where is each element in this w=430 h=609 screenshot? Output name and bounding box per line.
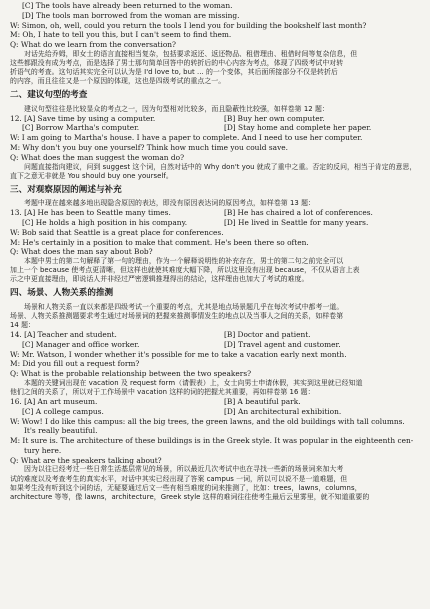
q13-dialog-w: W: Bob said that Seattle is a great place for conferences.: [10, 227, 224, 237]
q14-analysis-line-1: 本题的关键词出现在 vacation 及 request form（请假表）上，女士向男士申请休假，其实到这里就已经知道: [24, 378, 363, 387]
q12-options-row-1: [10, 114, 422, 124]
q13-analysis-line-1: 本题中男士的第二句解释了第一句的理由，作为一个解释说明性的补充存在，男士的第二句之前完全可以: [24, 257, 344, 266]
q16-option-a: 16. [A] An art museum.: [10, 397, 98, 407]
section-3-intro: 考题中现在越来越多地出现隐含原因的表达，即没有原因表达词的原因考点，如样卷第 13 题：: [24, 199, 315, 208]
analysis-top-line-2: 这些都跟没有成为考点，而是选择了男士那句简单回答中的转折后的中心内容为考点，体现了四级考试中对转: [10, 58, 344, 67]
q12-dialog-w: W: I am going to Martha's house. I have a paper to complete. And I need to use her computer.: [10, 133, 363, 143]
q14-options-row-1: [10, 330, 422, 340]
q16-dialog-m-line-2: tury here.: [24, 445, 62, 455]
section-4-intro-line-2: 场景、人物关系推测题要求考生通过对场景词的把握来推测事情发生的地点以及当事人之间的关系，如样卷第: [10, 311, 344, 320]
q16-question: Q: What are the speakers talking about?: [10, 455, 162, 465]
dialog-m-top: M: Oh, I hate to tell you this, but I can't seem to find them.: [10, 30, 232, 40]
q13-dialog-m: M: He's certainly in a position to make that comment. He's been there so often.: [10, 237, 309, 247]
q14-option-b: [B] Doctor and patient.: [224, 330, 311, 340]
q16-option-c: [C] A college campus.: [22, 406, 104, 416]
option-c-top: [C] The tools have already been returned to the woman.: [22, 1, 233, 10]
analysis-top-line-3: 折语气的考查。这句话其实完全可以认为是 I'd love to, but ... 的一个变体，其后面所接部分不仅是转折后: [10, 68, 338, 77]
q13-option-b: [B] He has chaired a lot of conferences.: [224, 208, 373, 218]
q12-option-c: [C] Borrow Martha's computer.: [22, 123, 140, 133]
q12-analysis: 问题直接指向建议，问到 suggest 这个词，自然对话中的 Why don't you 就成了重中之重。否定的反问，相当于肯定的意思，直下之意无非就是 You should buy one yourself。: [10, 162, 417, 180]
q12-option-d: [D] Stay home and complete her paper.: [224, 123, 372, 133]
q12-option-b: [B] Buy her own computer.: [224, 113, 325, 123]
q12-option-a: 12. [A] Save time by using a computer.: [10, 113, 156, 123]
q14-option-d: [D] Travel agent and customer.: [224, 339, 341, 349]
q16-dialog-w-line-2: It's really beautiful.: [24, 426, 98, 436]
q16-options-row-1: [10, 397, 422, 407]
q13-option-c: [C] He holds a high position in his company.: [22, 217, 188, 227]
q16-dialog-w-line-1: W: Wow! I do like this campus: all the big trees, the green lawns, and the old buildings with tall columns.: [10, 416, 405, 426]
q14-options-row-2: [10, 340, 422, 350]
section-heading-4: 四、场景、人物关系的推测: [10, 288, 114, 299]
q16-dialog-m-line-1: M: It sure is. The architecture of these buildings is in the Greek style. It was popular in the eighteenth cen-: [10, 436, 414, 446]
q16-option-b: [B] A beautiful park.: [224, 397, 301, 407]
q14-option-c: [C] Manager and office worker.: [22, 339, 140, 349]
q13-analysis-line-2: 加上一个 because 使考点更清晰，但这样也就使其难度大幅下降，所以这里没有出现 because，不仅从语言上表: [10, 266, 360, 275]
q16-analysis-line-3: 如果考生没有听到这个词的话，无疑要通过后文一些有相当难度的词来推测了，比如：trees，lawns，columns，: [10, 483, 362, 492]
q13-options-row-1: [10, 208, 422, 218]
analysis-top-line-4: 的内容，而且往往又是一个原因的体现，这也是四级考试的重点之一。: [10, 77, 226, 86]
q13-question: Q: What does the man say about Bob?: [10, 247, 153, 257]
option-d-top: [D] The tools man borrowed from the woman are missing.: [22, 10, 240, 20]
q13-option-a: 13. [A] He has been to Seattle many times.: [10, 208, 171, 218]
q14-dialog-w: W: Mr. Watson, I wonder whether it's possible for me to take a vacation early next month.: [10, 349, 347, 359]
q13-analysis-line-3: 示之中更直接理由，即说话人并非经过严密逻辑推理得出的结论，这样理由也加大了考试的难度。: [10, 275, 309, 284]
q16-options-row-2: [10, 407, 422, 417]
section-2-intro: 建议句型往往是比较显众的考点之一，因为句型相对比较多，而且隐蔽性比较强，如样卷第 12 题：: [24, 104, 329, 113]
q12-question: Q: What does the man suggest the woman do?: [10, 152, 185, 162]
analysis-top-line-1: 对话先给乔姆，即女士的语言直接相当复杂，包括要求返还、返还物品、租借理由、租借时间等复杂信息，但: [24, 49, 358, 58]
dialog-w-top: W: Simon, oh, well, could you return the tools I lend you for building the bookshelf last month?: [10, 20, 367, 30]
q16-analysis-line-1: 因为以往已经考过一些日常生活基层常见的场景，所以最近几次考试中也在寻找一些新的场景词来加大考: [24, 465, 344, 474]
question-top: Q: What do we learn from the conversation?: [10, 40, 177, 50]
q16-analysis-line-4: architecture 等等，像 lawns，architecture，Greek style 这样的难词往往使考生最后云里雾里，就不知道重要的: [10, 492, 370, 501]
section-heading-3: 三、对观察原因的阐述与补充: [10, 184, 122, 195]
section-4-intro-line-3: 14 题：: [10, 320, 35, 329]
q14-question: Q: What is the probable relationship between the two speakers?: [10, 369, 252, 379]
q16-option-d: [D] An architectural exhibition.: [224, 406, 342, 416]
q13-options-row-2: [10, 218, 422, 228]
section-heading-2: 二、建议句型的考查: [10, 90, 88, 101]
q13-option-d: [D] He lived in Seattle for many years.: [224, 217, 369, 227]
q16-analysis-line-2: 试的难度以及考查考生的真实水平，对话中其实已经出现了答案 campus 一词，所以可以说不是一道难题，但: [10, 474, 348, 483]
q14-dialog-m: M: Did you fill out a request form?: [10, 359, 140, 369]
q12-options-row-2: [10, 123, 422, 133]
q12-dialog-m: M: Why don't you buy one yourself? Think how much time you could save.: [10, 143, 288, 153]
q14-analysis-line-2: 他们之间的关系了，所以对于工作场景中 vacation 这样的词的把握尤其重要，再如样卷第 16 题：: [10, 387, 315, 396]
section-4-intro-line-1: 场景和人物关系一直以来都是四级考试一个重要的考点，尤其是地点场景题几乎在每次考试中都考一道。: [24, 302, 344, 311]
q14-option-a: 14. [A] Teacher and student.: [10, 330, 117, 340]
